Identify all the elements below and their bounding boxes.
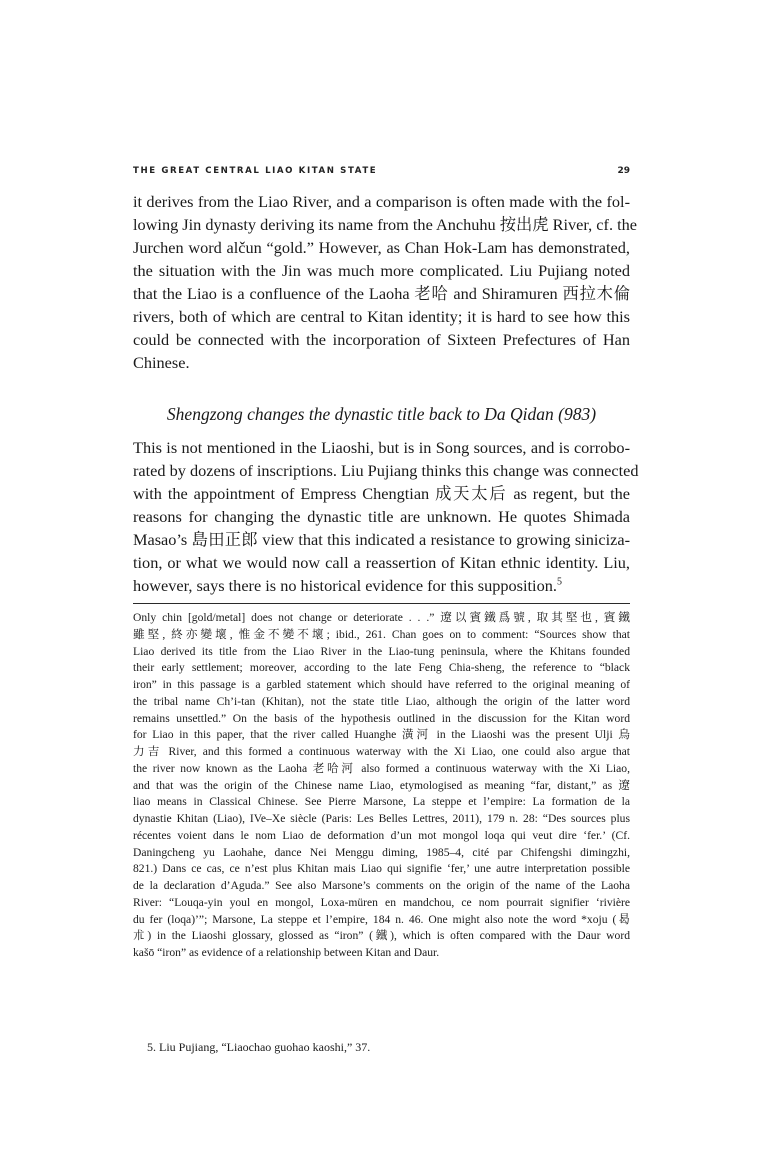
paragraph-1	[133, 190, 637, 374]
paragraph-2	[133, 436, 639, 597]
footnote-line: dynastie Khitan (Liao), IVe–Xe siècle (Paris: Les Belles Lettres, 2011), 179 n. 28: “Des sources plus	[133, 812, 630, 825]
text-line: This is not mentioned in the Liaoshi, but is in Song sources, and is corrobo-	[133, 438, 630, 457]
running-head	[133, 166, 630, 176]
section-heading: Shengzong changes the dynastic title back to Da Qidan (983)	[166, 404, 597, 424]
footnote-line: and that was the origin of the Chinese name Liao, etymologised as meaning “far, distant,” as 遼	[133, 778, 630, 792]
text-line: the situation with the Jin was much more complicated. Liu Pujiang noted	[133, 261, 630, 280]
footnote-marker[interactable]: 5	[556, 576, 562, 588]
text-line: reasons for changing the dynastic title are unknown. He quotes Shimada	[133, 507, 630, 526]
footnote-5: 5. Liu Pujiang, “Liaochao guohao kaoshi,” 37.	[147, 1040, 371, 1054]
running-head-title: THE GREAT CENTRAL LIAO KITAN STATE	[133, 166, 378, 176]
footnote-line: 力吉 River, and this formed a continuous waterway with the Xi Liao, one could also argue that	[133, 745, 630, 758]
footnote-line: remains unsettled.” On the basis of the hypothesis outlined in the discussion for the Kitan word	[133, 711, 630, 725]
text-line: however, says there is no historical evidence for this supposition.	[133, 576, 557, 595]
footnote-line: the tribal name Ch’i-tan (Khitan), not the state title Liao, although the origin of the latter word	[133, 694, 630, 708]
footnote-line: their early settlement; moreover, according to the late Feng Chia-sheng, the reference to “black	[133, 661, 630, 675]
footnote-line: 朮) in the Liaoshi glossary, glossed as “iron” (鐵), which is often compared with the Daur word	[133, 929, 630, 943]
text-line: that the Liao is a confluence of the Laoha 老哈 and Shiramuren 西拉木倫	[133, 284, 630, 303]
text-line: Masao’s 島田正郎 view that this indicated a resistance to growing siniciza-	[133, 530, 630, 549]
text-line: rated by dozens of inscriptions. Liu Pujiang thinks this change was connected	[133, 461, 639, 480]
text-line: with the appointment of Empress Chengtian 成天太后 as regent, but the	[133, 484, 630, 503]
footnote-line: River: “Louqa-yin youl en mongol, Loxa-müren en mandchou, ce nom pourrait signifier ‘rivière	[133, 895, 630, 909]
text-line: could be connected with the incorporation of Sixteen Prefectures of Han	[133, 330, 630, 349]
footnotes-continued	[133, 610, 630, 962]
text-line: lowing Jin dynasty deriving its name from the Anchuhu 按出虎 River, cf. the	[133, 215, 637, 234]
text-line: Chinese.	[133, 353, 190, 372]
footnote-line: for Liao in this paper, that the river called Huanghe 潢河 in the Liaoshi was the present Ulji 烏	[133, 728, 630, 742]
text-line: rivers, both of which are central to Kitan identity; it is hard to see how this	[133, 307, 630, 326]
page-number: 29	[617, 166, 630, 176]
footnote-divider	[133, 603, 630, 604]
footnote-line: 821.) Dans ce cas, ce n’est plus Khitan mais Liao qui signifie ‘fer,’ une autre interpretation possible	[133, 862, 630, 876]
footnote-line: Daningcheng yu Laohahe, dance Nei Menggu diming, 1985–4, cité par Chifengshi dimingzhi,	[133, 845, 630, 859]
footnote-line: de la declaration d’Aguda.” See also Marsone’s comments on the origin of the name of the Laoha	[133, 879, 630, 892]
footnote-line: du fer (loqa)’”; Marsone, La steppe et l’empire, 184 n. 46. One might also note the word *xoju (曷	[133, 912, 630, 926]
footnote-line: kašō “iron” as evidence of a relationship between Kitan and Daur.	[133, 946, 440, 959]
text-line: tion, or what we would now call a reassertion of Kitan ethnic identity. Liu,	[133, 553, 630, 572]
footnote-line: 雖堅, 終亦變壞, 惟金不變不壞; ibid., 261. Chan goes on to comment: “Sources show that	[133, 627, 630, 641]
footnote-line: liao means in Classical Chinese. See Pierre Marsone, La steppe et l’empire: La formation de la	[133, 795, 630, 809]
footnote-line: the river now known as the Laoha 老哈河 also formed a continuous waterway with the Xi Liao,	[133, 761, 630, 775]
text-line: Jurchen word alčun “gold.” However, as Chan Hok-Lam has demonstrated,	[133, 238, 630, 257]
footnote-line: récentes voient dans le nom Liao de deformation d’un mot mongol loqa qui veut dire ‘fer.’ (Cf.	[133, 828, 630, 842]
text-line: it derives from the Liao River, and a comparison is often made with the fol-	[133, 192, 630, 211]
footnote-line: Only chin [gold/metal] does not change or deteriorate . . .” 遼以賓鐵爲號, 取其堅也, 賓鐵	[133, 611, 630, 624]
footnote-line: iron” in this passage is a garbled statement which should have referred to the original meaning of	[133, 678, 630, 691]
footnote-line: Liao derived its title from the Liao River in the Liao-tung peninsula, where the Khitans founded	[133, 644, 630, 658]
text-line-with-note	[133, 574, 630, 597]
